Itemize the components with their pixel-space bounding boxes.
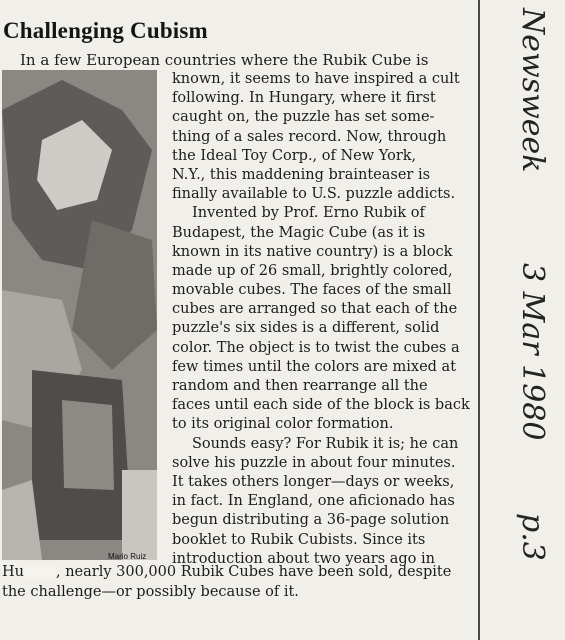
article-column — [172, 70, 472, 569]
column-line: N.Y., this maddening brainteaser is — [172, 166, 431, 183]
bottom-line-1 — [2, 563, 451, 583]
column-line: Invented by Prof. Erno Rubik of — [192, 205, 425, 222]
first-line: In a few European countries where the Rubik Cube is — [20, 51, 429, 69]
column-line: random and then rearrange all the — [172, 378, 428, 394]
column-line: in fact. In England, one aficionado has — [172, 493, 455, 510]
column-line: It takes others longer—days or weeks, — [172, 473, 455, 490]
photo-credit: Mario Ruiz — [108, 552, 147, 561]
column-line: to its original color formation. — [172, 416, 394, 433]
handwritten-date: 3 Mar 1980 — [515, 263, 550, 441]
handwritten-annotation — [490, 8, 560, 608]
clipping-edge — [478, 0, 480, 640]
column-line: begun distributing a 36-page solution — [172, 512, 450, 529]
column-line: few times until the colors are mixed at — [172, 358, 457, 375]
column-line: the Ideal Toy Corp., of New York, — [172, 147, 417, 164]
smudge — [24, 565, 56, 579]
bottom-line-2: the challenge—or possibly because of it. — [2, 583, 299, 600]
column-line: solve his puzzle in about four minutes. — [172, 454, 456, 471]
column-line: cubes are arranged so that each of the — [172, 301, 458, 318]
column-line: Budapest, the Magic Cube (as it is — [172, 224, 426, 241]
photo-halftone — [2, 70, 157, 560]
column-line: caught on, the puzzle has set some- — [172, 109, 435, 126]
column-line: known in its native country) is a block — [172, 243, 453, 260]
column-line: finally available to U.S. puzzle addicts. — [172, 186, 456, 203]
handwritten-source: Newsweek — [515, 8, 550, 173]
bottom-line-1-end: , nearly 300,000 Rubik Cubes have been sold, despite — [55, 564, 452, 580]
photo-rubik — [2, 70, 157, 560]
column-line: movable cubes. The faces of the small — [172, 282, 452, 299]
column-line: booklet to Rubik Cubists. Since its — [172, 531, 426, 548]
column-line: following. In Hungary, where it first — [172, 90, 436, 107]
column-line: faces until each side of the block is back — [172, 397, 470, 414]
column-line: made up of 26 small, brightly colored, — [172, 262, 453, 279]
handwritten-page: p.3 — [515, 513, 550, 561]
column-line: thing of a sales record. Now, through — [172, 128, 447, 145]
column-line: color. The object is to twist the cubes a — [172, 339, 460, 356]
column-line: Sounds easy? For Rubik it is; he can — [192, 435, 459, 452]
bottom-line-1-start: Hu — [2, 564, 24, 580]
column-line: introduction about two years ago in — [172, 550, 435, 567]
column-line: puzzle's six sides is a different, solid — [172, 320, 440, 337]
column-line: known, it seems to have inspired a cult — [172, 71, 460, 87]
headline: Challenging Cubism — [3, 18, 208, 43]
bottom-lines — [2, 563, 451, 602]
